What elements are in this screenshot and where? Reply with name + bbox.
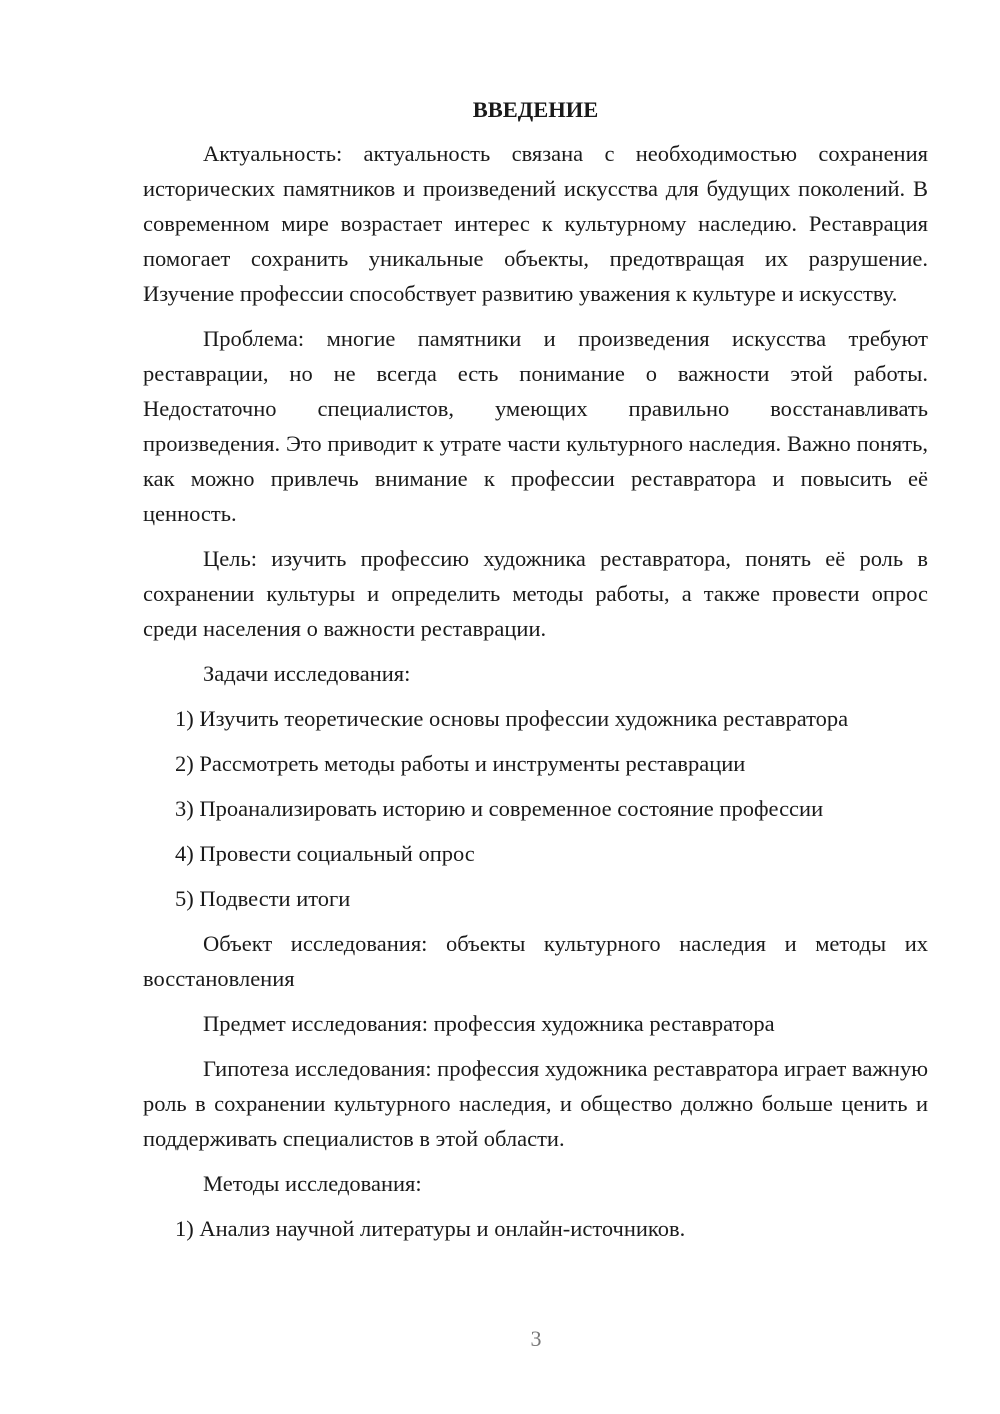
task-item-4: 4) Провести социальный опрос — [175, 841, 475, 866]
hypothesis-paragraph: Гипотеза исследования: профессия художника реставратора играет важную роль в сохранении культурного наследия, и общество должно больше ценить и поддерживать специалистов в этой области. — [143, 1056, 928, 1151]
page-number: 3 — [530, 1326, 542, 1351]
problem-paragraph: Проблема: многие памятники и произведения искусства требуют реставрации, но не всегда есть понимание о важности этой работы. Недостаточно специалистов, умеющих правильно восстанавливать произведения. Это приводит к утрате части культурного наследия. Важно понять, как можно привлечь внимание к профессии реставратора и повысить её ценность. — [143, 326, 928, 526]
section-title: ВВЕДЕНИЕ — [472, 97, 599, 122]
document-page — [143, 92, 928, 1256]
goal-paragraph: Цель: изучить профессию художника реставратора, понять её роль в сохранении культуры и определить методы работы, а также провести опрос среди населения о важности реставрации. — [143, 546, 928, 641]
method-item-1: 1) Анализ научной литературы и онлайн-источников. — [175, 1216, 686, 1241]
object-paragraph: Объект исследования: объекты культурного наследия и методы их восстановления — [143, 931, 928, 991]
subject-paragraph: Предмет исследования: профессия художника реставратора — [203, 1011, 775, 1036]
tasks-heading: Задачи исследования: — [203, 661, 411, 686]
task-item-1: 1) Изучить теоретические основы профессии художника реставратора — [175, 706, 849, 731]
methods-heading: Методы исследования: — [203, 1171, 422, 1196]
relevance-paragraph: Актуальность: актуальность связана с необходимостью сохранения исторических памятников и произведений искусства для будущих поколений. В современном мире возрастает интерес к культурному наследию. Реставрация помогает сохранить уникальные объекты, предотвращая их разрушение. Изучение профессии способствует развитию уважения к культуре и искусству. — [143, 141, 928, 306]
task-item-2: 2) Рассмотреть методы работы и инструменты реставрации — [175, 751, 746, 776]
task-item-3: 3) Проанализировать историю и современное состояние профессии — [175, 796, 824, 821]
task-item-5: 5) Подвести итоги — [175, 886, 351, 911]
